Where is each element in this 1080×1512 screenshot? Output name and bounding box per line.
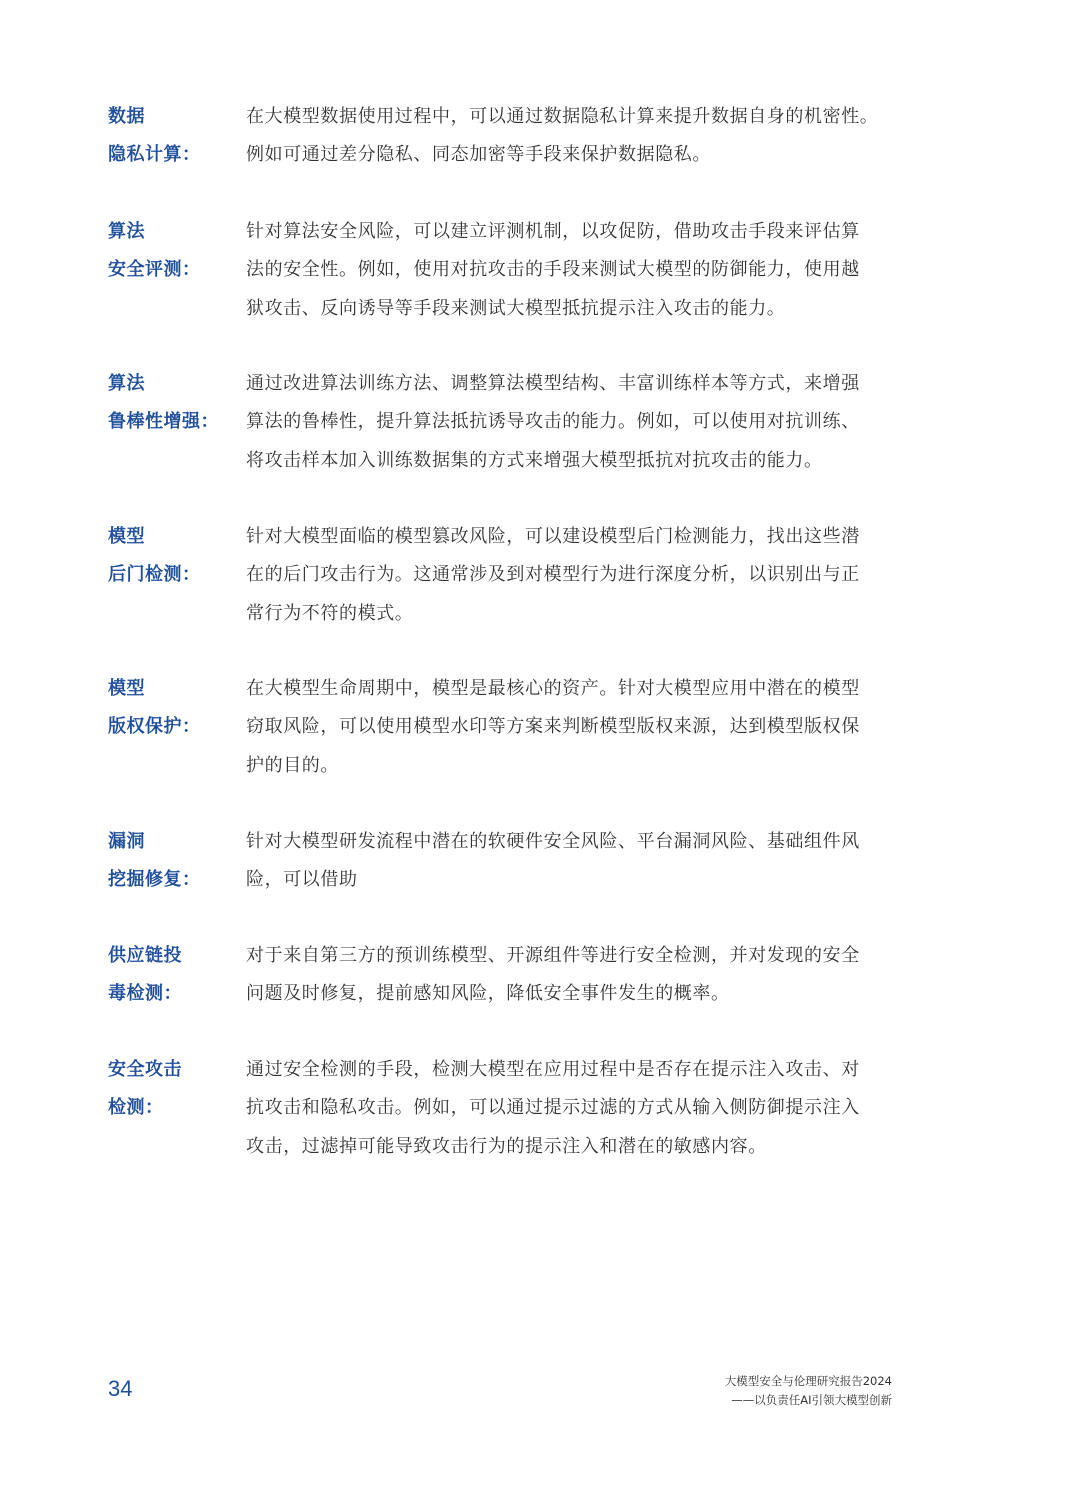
section-description bbox=[246, 518, 906, 633]
term-line: 安全评测： bbox=[108, 259, 201, 281]
term-line: 数据 bbox=[108, 106, 145, 127]
desc-line: 将攻击样本加入训练数据集的方式来增强大模型抵抗对抗攻击的能力。 bbox=[246, 449, 823, 471]
desc-line: 狱攻击、反向诱导等手段来测试大模型抵抗提示注入攻击的能力。 bbox=[246, 297, 786, 319]
term-line: 模型 bbox=[108, 526, 145, 547]
term-line: 供应链投 bbox=[108, 945, 182, 966]
desc-line: 通过安全检测的手段，检测大模型在应用过程中是否存在提示注入攻击、对 bbox=[246, 1059, 860, 1080]
term-line: 鲁棒性增强： bbox=[108, 411, 219, 433]
desc-line: 攻击，过滤掉可能导致攻击行为的提示注入和潜在的敏感内容。 bbox=[246, 1135, 767, 1157]
desc-line: 在大模型数据使用过程中，可以通过数据隐私计算来提升数据自身的机密性。 bbox=[246, 106, 879, 127]
section-description bbox=[246, 98, 906, 175]
desc-line: 抗攻击和隐私攻击。例如，可以通过提示过滤的方式从输入侧防御提示注入 bbox=[246, 1097, 860, 1119]
term-line: 检测： bbox=[108, 1097, 164, 1119]
section-description bbox=[246, 937, 906, 1014]
term-line: 后门检测： bbox=[108, 564, 201, 586]
desc-line: 在大模型生命周期中，模型是最核心的资产。针对大模型应用中潜在的模型 bbox=[246, 678, 860, 699]
section-term bbox=[108, 1051, 238, 1128]
section-description bbox=[246, 670, 906, 785]
term-line: 版权保护： bbox=[108, 716, 201, 738]
desc-line: 法的安全性。例如，使用对抗攻击的手段来测试大模型的防御能力，使用越 bbox=[246, 259, 860, 281]
desc-line: 针对大模型研发流程中潜在的软硬件安全风险、平台漏洞风险、基础组件风 bbox=[246, 831, 860, 852]
desc-line: 对于来自第三方的预训练模型、开源组件等进行安全检测，并对发现的安全 bbox=[246, 945, 860, 966]
term-line: 挖掘修复： bbox=[108, 869, 201, 891]
desc-line: 在的后门攻击行为。这通常涉及到对模型行为进行深度分析，以识别出与正 bbox=[246, 564, 860, 586]
section-term bbox=[108, 98, 238, 175]
desc-line: 针对大模型面临的模型篡改风险，可以建设模型后门检测能力，找出这些潜 bbox=[246, 526, 860, 547]
section-term bbox=[108, 213, 238, 290]
desc-line: 窃取风险，可以使用模型水印等方案来判断模型版权来源，达到模型版权保 bbox=[246, 716, 860, 738]
section-description bbox=[246, 365, 906, 480]
desc-line: 险，可以借助 bbox=[246, 869, 358, 891]
term-line: 漏洞 bbox=[108, 831, 145, 852]
section-description bbox=[246, 1051, 906, 1166]
term-line: 算法 bbox=[108, 221, 145, 242]
desc-line: 问题及时修复，提前感知风险，降低安全事件发生的概率。 bbox=[246, 983, 730, 1005]
section-term bbox=[108, 670, 238, 747]
term-line: 隐私计算： bbox=[108, 144, 201, 166]
report-footer bbox=[725, 1372, 892, 1410]
section-description bbox=[246, 823, 906, 900]
report-subtitle: ——以负责任AI引领大模型创新 bbox=[731, 1393, 892, 1407]
term-line: 模型 bbox=[108, 678, 145, 699]
desc-line: 护的目的。 bbox=[246, 754, 339, 776]
page-number: 34 bbox=[108, 1376, 133, 1401]
desc-line: 针对算法安全风险，可以建立评测机制，以攻促防，借助攻击手段来评估算 bbox=[246, 221, 860, 242]
term-line: 毒检测： bbox=[108, 983, 182, 1005]
section-term bbox=[108, 518, 238, 595]
term-line: 安全攻击 bbox=[108, 1059, 182, 1080]
desc-line: 算法的鲁棒性，提升算法抵抗诱导攻击的能力。例如，可以使用对抗训练、 bbox=[246, 411, 860, 433]
section-term bbox=[108, 937, 238, 1014]
report-title: 大模型安全与伦理研究报告2024 bbox=[724, 1374, 892, 1388]
desc-line: 例如可通过差分隐私、同态加密等手段来保护数据隐私。 bbox=[246, 144, 711, 166]
desc-line: 常行为不符的模式。 bbox=[246, 602, 414, 624]
desc-line: 通过改进算法训练方法、调整算法模型结构、丰富训练样本等方式，来增强 bbox=[246, 373, 860, 394]
section-term bbox=[108, 365, 238, 442]
section-description bbox=[246, 213, 906, 328]
term-line: 算法 bbox=[108, 373, 145, 394]
section-term bbox=[108, 823, 238, 900]
